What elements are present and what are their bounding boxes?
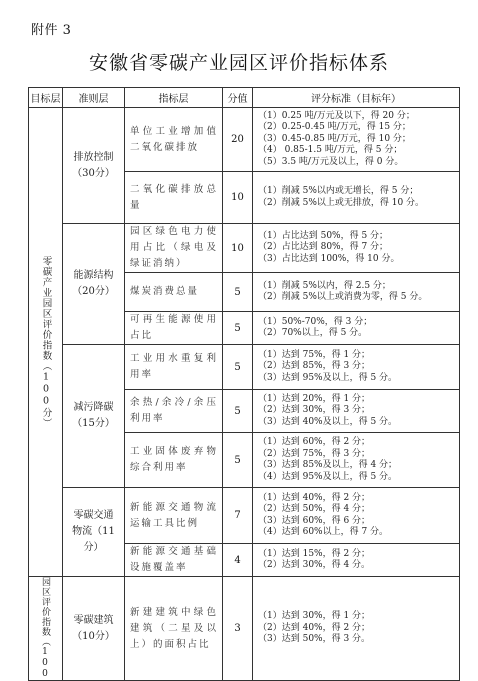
page-title: 安徽省零碳产业园区评价指标体系 (88, 52, 389, 74)
indicator-cell: 新能源交通物流运输工具比例 (125, 488, 223, 544)
score-cell: 5 (223, 312, 253, 345)
standard-line: （4） 0.85-1.5 吨/万元，得 5 分； (258, 145, 403, 156)
indicator-cell: 新建建筑中绿色建筑（二星及以上）的面积占比 (125, 577, 223, 681)
standard-cell (253, 312, 460, 345)
table-row (29, 577, 460, 681)
standard-line: （3）0.45-0.85 吨/万元，得 10 分； (258, 133, 411, 144)
standard-line: （4）达到 60%以上，得 7 分。 (258, 527, 389, 537)
criterion-cell (63, 224, 125, 345)
standard-line: （5）3.5 吨/万元及以上，得 0 分。 (258, 156, 404, 167)
header-criterion-layer: 准则层 (63, 88, 125, 108)
criterion-cell (63, 577, 125, 681)
indicator-cell: 新能源交通基础设施覆盖率 (125, 544, 223, 577)
standard-line: （1）达到 40%，得 2 分； (258, 492, 371, 503)
target-layer-text: 零碳产业园区评价指数（100分） (40, 255, 52, 429)
standard-line: （1）达到 20%，得 1 分； (258, 393, 371, 404)
indicator-cell: 可再生能源使用占比 (125, 312, 223, 345)
standard-line: （2）达到 75%，得 3 分； (258, 448, 371, 459)
standard-line: （2）达到 50%，得 4 分； (258, 504, 371, 514)
standard-line: （2）削减 5%以上或无排放，得 10 分。 (258, 197, 425, 208)
standard-cell (253, 544, 460, 577)
standard-line: （1）0.25 吨/万元及以下，得 20 分； (258, 110, 415, 121)
attachment-label: 附件 3 (31, 23, 72, 38)
standard-line: （3）达到 95%及以上，得 5 分。 (258, 372, 398, 383)
indicator-cell: 余热/余冷/余压利用率 (125, 390, 223, 433)
target-layer-continuation-text: 园区评价指数（100 (40, 577, 50, 680)
standard-cell (253, 433, 460, 488)
standard-line: （2）削减 5%以上或消费为零，得 5 分。 (258, 292, 428, 302)
score-cell: 5 (223, 390, 253, 433)
target-layer-continuation-cell (29, 577, 63, 681)
score-cell: 10 (223, 172, 253, 224)
standard-line: （1）达到 75%，得 1 分； (258, 349, 371, 360)
score-cell: 5 (223, 433, 253, 488)
score-cell: 3 (223, 577, 253, 681)
indicator-cell: 单位工业增加值二氧化碳排放 (125, 108, 223, 172)
standard-cell (253, 172, 460, 224)
table-row (29, 108, 460, 172)
standard-cell (253, 345, 460, 390)
table-row (29, 224, 460, 273)
standard-cell (253, 390, 460, 433)
criterion-cell (63, 108, 125, 224)
score-cell: 10 (223, 224, 253, 273)
header-score: 分值 (223, 88, 253, 108)
criterion-text: 零碳建筑（10分） (72, 614, 115, 642)
standard-line: （1）削减 5%以内，得 2.5 分； (258, 280, 391, 291)
evaluation-table (28, 87, 460, 681)
standard-line: （1）50%-70%，得 3 分； (258, 316, 373, 327)
standard-line: （2）70%以上，得 5 分。 (258, 328, 368, 338)
criterion-text: 能源结构（20分） (72, 270, 115, 297)
standard-line: （1）达到 60%，得 2 分； (258, 437, 371, 447)
table-header-row (29, 88, 460, 108)
standard-line: （4）达到 95%及以上，得 5 分。 (258, 471, 398, 482)
header-standard: 评分标准（目标年） (253, 88, 460, 108)
standard-cell (253, 224, 460, 273)
criterion-cell (63, 488, 125, 577)
header-target-layer: 目标层 (29, 88, 63, 108)
score-cell: 7 (223, 488, 253, 544)
standard-line: （2）达到 30%，得 4 分。 (258, 560, 371, 570)
standard-cell (253, 488, 460, 544)
standard-line: （3）达到 85%及以上，得 4 分； (258, 460, 398, 470)
standard-line: （2）占比达到 80%，得 7 分； (258, 242, 389, 253)
score-cell: 4 (223, 544, 253, 577)
target-layer-cell (29, 108, 63, 577)
indicator-cell: 工业用水重复利用率 (125, 345, 223, 390)
standard-line: （2）达到 40%，得 2 分； (258, 622, 371, 633)
table-row (29, 488, 460, 544)
table-row (29, 345, 460, 390)
criterion-text: 减污降碳（15分） (72, 402, 115, 429)
score-cell: 5 (223, 273, 253, 312)
standard-cell (253, 273, 460, 312)
header-indicator-layer: 指标层 (125, 88, 223, 108)
score-cell: 5 (223, 345, 253, 390)
standard-line: （2）达到 85%，得 3 分； (258, 361, 371, 372)
standard-cell (253, 108, 460, 172)
standard-line: （1）达到 15%，得 2 分； (258, 548, 371, 559)
standard-line: （3）达到 60%，得 6 分； (258, 515, 371, 526)
standard-line: （2）达到 30%，得 3 分； (258, 405, 371, 416)
standard-line: （1）占比达到 50%，得 5 分； (258, 230, 389, 241)
standard-line: （3）达到 40%及以上，得 5 分。 (258, 416, 398, 427)
standard-line: （2）0.25-0.45 吨/万元，得 15 分； (258, 122, 411, 133)
criterion-cell (63, 345, 125, 488)
standard-line: （1）达到 30%，得 1 分； (258, 611, 371, 622)
score-cell: 20 (223, 108, 253, 172)
indicator-cell: 工业固体废弃物综合利用率 (125, 433, 223, 488)
indicator-cell: 二氧化碳排放总量 (125, 172, 223, 224)
indicator-cell: 煤炭消费总量 (125, 273, 223, 312)
standard-line: （3）占比达到 100%，得 10 分。 (258, 253, 400, 264)
criterion-text: 排放控制（30分） (72, 151, 115, 179)
standard-line: （3）达到 50%，得 3 分。 (258, 634, 371, 645)
standard-line: （1）削减 5%以内或无增长，得 5 分； (258, 186, 419, 196)
criterion-text: 零碳交通物流（11分） (72, 510, 115, 553)
indicator-cell: 园区绿色电力使用占比（绿电及绿证消纳） (125, 224, 223, 273)
standard-cell (253, 577, 460, 681)
